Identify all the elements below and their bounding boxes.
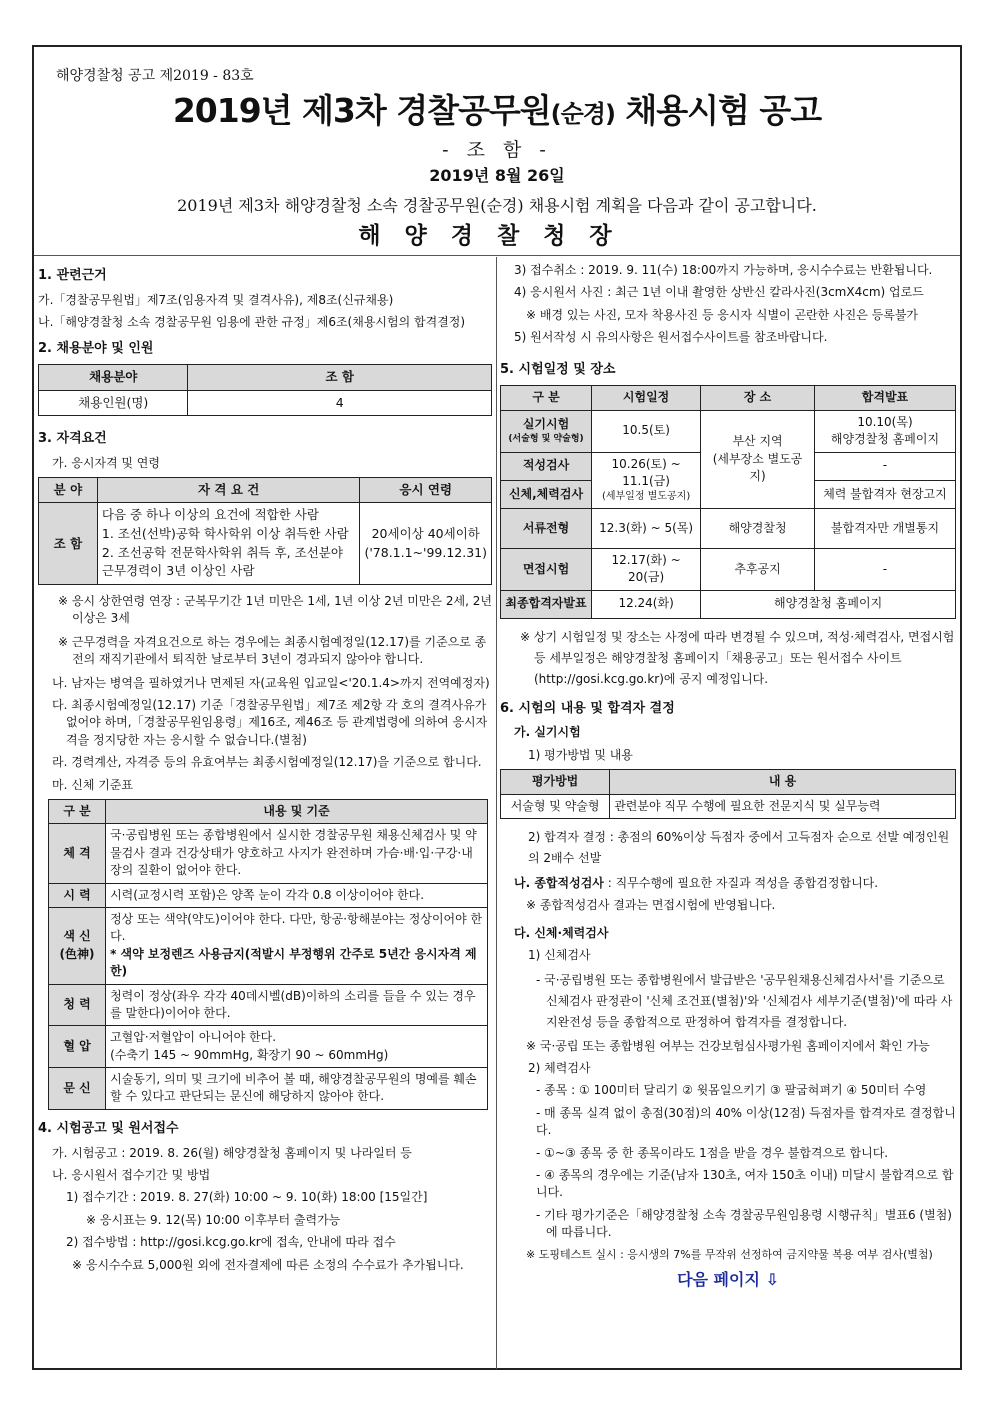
exam-notice-a: 가. 시험공고 : 2019. 8. 26(월) 해양경찰청 홈페이지 및 나라일터 등 [52,1145,412,1160]
schedule-note: ※ 상기 시험일정 및 장소는 사정에 따라 변경될 수 있으며, 적성·체력검사, 면접시험 등 세부일정은 해양경찰청 홈페이지「채용공고」또는 원서접수 사이트(http://gosi.kcg.go.kr)에 공지 예정입니다. [520,629,955,686]
qualification-c: 다. 최종시험예정일(12.17) 기준「경찰공무원법」제7조 제2항 각 호의 결격사유가 없어야 하며,「경찰공무원임용령」제16조, 제46조 등 관계법령에 의하여 응시자격을 정지당한 자는 응시할 수 없습니다.(별첨) [52,698,488,747]
fitness-items: - 종목 : ① 100미터 달리기 ② 윗몸일으키기 ③ 팔굽혀펴기 ④ 50미터 수영 [536,1083,927,1098]
section-2-title: 2. 채용분야 및 인원 [38,340,154,356]
notice-header [34,47,960,256]
fitness-other: - 기타 평가기준은「해양경찰청 소속 경찰공무원임용령 시행규칙」별표6 (별첨)에 따릅니다. [536,1207,952,1240]
age-cell: 20세이상 40세이하 ('78.1.1~'99.12.31) [360,503,492,585]
intro-text: 2019년 제3차 해양경찰청 소속 경찰공무원(순경) 채용시험 계획을 다음과 같이 공고합니다. [177,196,817,215]
section-6-title: 6. 시험의 내용 및 합격자 결정 [500,700,675,716]
fee-note: ※ 응시수수료 5,000원 외에 전자결제에 따른 소정의 수수료가 추가됩니다. [72,1257,464,1272]
practical-test-title: 가. 실기시험 [514,725,581,740]
physical-test-title: 다. 신체·체력검사 [514,925,609,940]
doping-note: ※ 도핑테스트 실시 : 응시생의 7%를 무작위 선정하여 금지약물 복용 여부 검사(별첨) [526,1247,933,1261]
section-4-title: 4. 시험공고 및 원서접수 [38,1120,179,1136]
hospital-note: ※ 국·공립 또는 종합병원 여부는 건강보험심사평가원 홈페이지에서 확인 가능 [526,1038,930,1053]
qualification-b: 나. 남자는 병역을 필하였거나 면제된 자(교육원 입교일<'20.1.4>까지 전역예정자) [52,675,490,690]
aptitude-line: 나. 종합적성검사 : 직무수행에 필요한 자질과 적성을 종합검정합니다. [514,876,879,891]
notice-date: 2019년 8월 26일 [429,166,565,185]
body-exam-title: 1) 신체검사 [528,948,591,963]
recruit-table: 채용분야 조 함 채용인원(명) 4 [38,364,492,415]
qualification-d: 라. 경력계산, 자격증 등의 유효여부는 최종시험예정일(12.17)을 기준으로 합니다. [52,755,482,770]
section-5-title: 5. 시험일정 및 장소 [500,361,616,377]
fitness-pass: - 매 종목 실격 없이 총점(30점)의 40% 이상(12점) 득점자를 합격자로 결정합니다. [536,1105,956,1138]
legal-basis-a: 가.「경찰공무원법」제7조(임용자격 및 결격사유), 제8조(신규채용) [38,292,394,307]
section-3-title: 3. 자격요건 [38,430,107,446]
photo-note: ※ 배경 있는 사진, 모자 착용사진 등 응시자 식별이 곤란한 사진은 등록불가 [526,307,918,322]
evaluation-table: 평가방법 내 용 서술형 및 약술형 관련분야 직무 수행에 필요한 전문지식 및 실무능력 [500,769,956,819]
qualification-a: 가. 응시자격 및 연령 [52,455,160,470]
fitness-fail-2: - ④ 종목의 경우에는 기준(남자 130초, 여자 150초 이내) 미달시 불합격으로 합니다. [536,1167,954,1200]
page-title: 2019년 제3차 경찰공무원(순경) 채용시험 공고 [172,91,822,130]
agency-name: 해양경찰청장 [358,222,636,249]
column-divider [496,257,497,1369]
exam-notice-b: 나. 응시원서 접수기간 및 방법 [52,1168,211,1183]
body-exam-text: - 국·공립병원 또는 종합병원에서 발급받은 '공무원채용신체검사서'를 기준으로 신체검사 판정관이 '신체 조건표(별첨)'와 '신체검사 세부기준(별첨)'에 따라 사지완전성 등을 종합적으로 판정하여 합격자를 결정합니다. [536,972,953,1029]
qualification-e: 마. 신체 기준표 [52,777,133,792]
receipt-method: 2) 접수방법 : http://gosi.kcg.go.kr에 접속, 안내에 따라 접수 [66,1235,396,1250]
left-column [38,259,492,1279]
next-page-indicator: 다음 페이지 ⇩ [677,1270,779,1290]
practical-test-method: 1) 평가방법 및 내용 [528,747,633,762]
section-1-title: 1. 관련근거 [38,268,107,283]
photo-info: 4) 응시원서 사진 : 최근 1년 이내 촬영한 상반신 칼라사진(3cmX4cm) 업로드 [514,285,924,300]
notice-number: 해양경찰청 공고 제2019 - 83호 [56,68,254,84]
pass-decision: 2) 합격자 결정 : 총점의 60%이상 득점자 중에서 고득점자 순으로 선발 예정인원의 2배수 선발 [528,830,950,866]
fitness-fail-1: - ①~③ 종목 중 한 종목이라도 1점을 받을 경우 불합격으로 합니다. [536,1145,889,1160]
aptitude-note: ※ 종합적성검사 결과는 면접시험에 반영됩니다. [526,898,776,913]
legal-basis-b: 나.「해양경찰청 소속 경찰공무원 임용에 관한 규정」제6조(채용시험의 합격결정) [38,315,466,330]
form-note: 5) 원서작성 시 유의사항은 원서접수사이트를 참조바랍니다. [514,330,828,345]
receipt-period-note: ※ 응시표는 9. 12(목) 10:00 이후부터 출력가능 [86,1212,341,1227]
right-column [500,259,956,1292]
notice-page [32,45,962,1370]
qualification-table: 분 야 자 격 요 건 응시 연령 조 함 다음 중 하나 이상의 요건에 적합한 사람 1. 조선(선박)공학 학사학위 이상 취득한 사람 2. 조선공학 전문학사학위 취득 후, 조선분야 근무경력이 3년 이상인 사람 20세이상 40세이하 ('78.1.1~'99.12.31) [38,477,492,585]
body-standard-table: 구 분 내용 및 기준 체 격 국·공립병원 또는 종합병원에서 실시한 경찰공무원 채용신체검사 및 약물검사 결과 건강상태가 양호하고 사지가 완전하며 가슴·배·입·구강·내장의 질환이 없어야 한다. 시 력 시력(교정시력 포함)은 양쪽 눈이 각각 0.8 이상이어야 한다. 색 신 (色神) 정상 또는 색약(약도)이어야 한다. 다만, 항공·항해분야는 정상이어야 한다. * 색약 보정렌즈 사용금지(적발시 부정행위 간주로 5년간 응시자격 제한) 청 력 청력이 정상(좌우 각각 40데시벨(dB)이하의 소리를 들을 수 있는 경우를 말한다)이어야 한다. 혈 압 고혈압·저혈압이 아니어야 한다. (수축기 145 ~ 90mmHg, 확장기 90 ~ 60mmHg) 문 신 시술동기, 의미 및 크기에 비추어 볼 때, 해양경찰공무원의 명예를 훼손 할 수 있다고 판단되는 문신에 해당하지 않아야 한다. [48,799,488,1110]
cancel-info: 3) 접수취소 : 2019. 9. 11(수) 18:00까지 가능하며, 응시수수료는 반환됩니다. [514,263,933,277]
requirements-cell: 다음 중 하나 이상의 요건에 적합한 사람 1. 조선(선박)공학 학사학위 이상 취득한 사람 2. 조선공학 전문학사학위 취득 후, 조선분야 근무경력이 3년 이상인 사람 [97,503,360,585]
subtitle: - 조 함 - [442,139,552,161]
schedule-table: 구 분 시험일정 장 소 합격발표 실기시험 (서술형 및 약술형) 10.5(토) 부산 지역 (세부장소 별도공지) 10.10(목) 해양경찰청 홈페이지 적성검사 10.26(토) ~ 11.1(금) (세부일정 별도공지) - 신체,체력검사 체력 불합격자 현장고지 서류전형 12.3(화) ~ 5(목) 해양경찰청 불합격자만 개별통지 면접시험 12.17(화) ~ 20(금) 추후공지 - 최종합격자발표 12.24(화) 해양경찰청 홈페이지 [500,385,956,618]
career-note: ※ 근무경력을 자격요건으로 하는 경우에는 최종시험예정일(12.17)를 기준으로 종전의 재직기관에서 퇴직한 날로부터 3년이 경과되지 않아야 합니다. [58,634,487,667]
fitness-test-title: 2) 체력검사 [528,1061,591,1075]
age-note: ※ 응시 상한연령 연장 : 군복무기간 1년 미만은 1세, 1년 이상 2년 미만은 2세, 2년 이상은 3세 [58,594,492,626]
receipt-period: 1) 접수기간 : 2019. 8. 27(화) 10:00 ~ 9. 10(화) 18:00 [15일간] [66,1190,428,1205]
